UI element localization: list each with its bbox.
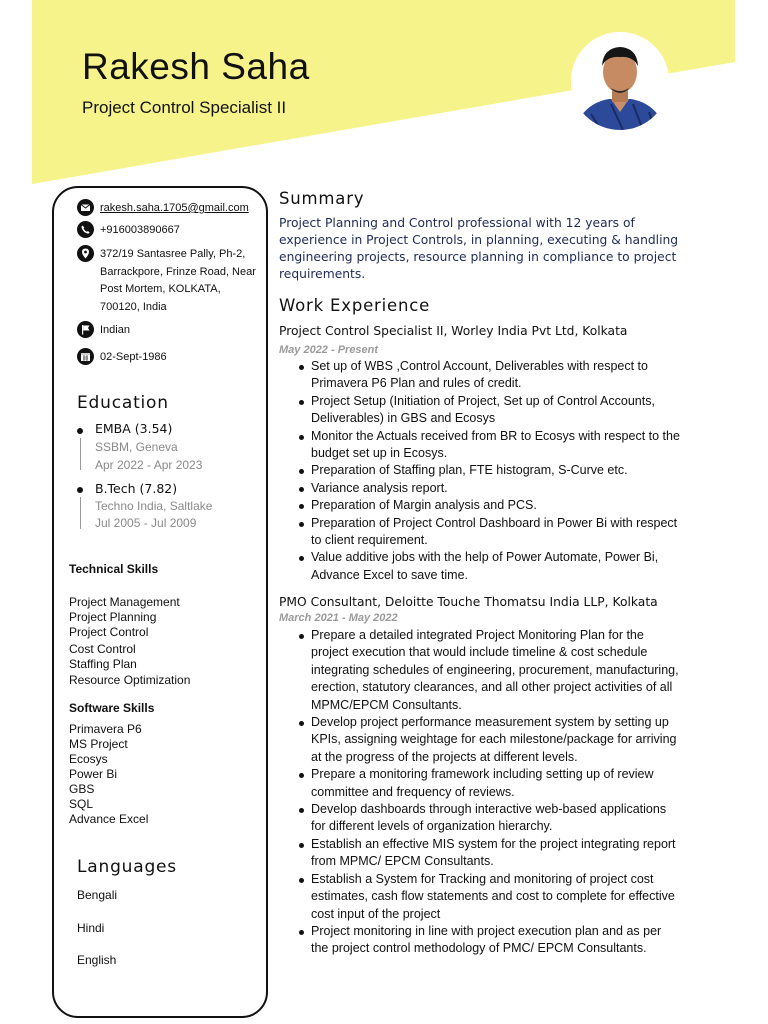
software-skills-list — [69, 722, 148, 827]
software-item: SQL — [69, 797, 94, 811]
profile-photo — [571, 32, 669, 130]
software-item: Primavera P6 — [69, 722, 142, 736]
profile-photo-image — [571, 32, 669, 130]
skill-item: Cost Control — [69, 642, 136, 656]
job-bullet-text: Preparation of Margin analysis and PCS. — [311, 498, 537, 513]
calendar-icon — [77, 348, 94, 365]
software-skills-heading: Software Skills — [69, 701, 155, 715]
software-item: MS Project — [69, 737, 128, 751]
phone-number: +916003890667 — [100, 224, 180, 236]
education-bullet — [77, 487, 83, 493]
skill-item: Resource Optimization — [69, 673, 191, 687]
nationality-text: Indian — [100, 324, 130, 336]
skill-item: Project Planning — [69, 610, 157, 624]
skill-item: Staffing Plan — [69, 657, 137, 671]
job-dates: May 2022 - Present — [279, 344, 379, 356]
education-school: Techno India, Saltlake — [95, 499, 213, 513]
work-experience-heading: Work Experience — [279, 296, 431, 315]
software-item: Ecosys — [69, 752, 108, 766]
job-bullet — [296, 549, 680, 584]
language-item: Bengali — [77, 888, 118, 902]
education-degree: EMBA (3.54) — [95, 421, 173, 436]
location-icon — [77, 245, 94, 262]
education-heading: Education — [77, 393, 169, 413]
language-item: Hindi — [77, 921, 105, 935]
education-dates: Apr 2022 - Apr 2023 — [95, 458, 203, 472]
summary-text: Project Planning and Control professional with 12 years of experience in Project Controls, in planning, executing & handling engineering projects, resource planning in compliance to project requirements. — [279, 216, 679, 281]
job-bullet-text: Prepare a detailed integrated Project Monitoring Plan for the project execution that would include timeline & cost schedule integrating schedules of engineering, procurement, manufacturing, erection, statutory clearances, and all other project activities of all MPMC/EPCM Consultants. — [311, 628, 679, 712]
job-bullet-text: Project Setup (Initiation of Project, Set up of Control Accounts, Deliverables) in GBS and Ecosys — [311, 393, 655, 426]
job-bullet — [296, 428, 680, 463]
job-bullet — [296, 714, 680, 766]
job-dates: March 2021 - May 2022 — [279, 612, 398, 624]
job-bullets — [296, 358, 680, 584]
job-bullet — [296, 515, 680, 550]
address-text: 372/19 Santasree Pally, Ph-2, Barrackpore, Frinze Road, Near Post Mortem, KOLKATA, 700120, India — [100, 248, 256, 313]
job-bullet-text: Set up of WBS ,Control Account, Deliverables with respect to Primavera P6 Plan and rules of credit. — [311, 359, 648, 391]
education-school: SSBM, Geneva — [95, 440, 178, 454]
job-bullet — [296, 871, 680, 923]
candidate-role: Project Control Specialist II — [82, 98, 287, 117]
job-bullet-text: Establish a System for Tracking and monitoring of project cost estimates, cash flow statements and cost to complete for effective cost input of the project — [311, 871, 675, 921]
education-degree: B.Tech (7.82) — [95, 481, 178, 496]
skill-item: Project Management — [69, 595, 180, 609]
software-item: Advance Excel — [69, 812, 149, 826]
job-bullet-text: Establish an effective MIS system for the project integrating report from MPMC/ EPCM Consultants. — [311, 836, 676, 869]
dob-text: 02-Sept-1986 — [100, 351, 167, 363]
language-item: English — [77, 953, 117, 967]
technical-skills-heading: Technical Skills — [69, 562, 159, 576]
email-icon — [77, 199, 94, 216]
job-bullet-text: Develop dashboards through interactive web-based applications for different levels of organization hierarchy. — [311, 802, 667, 834]
job-bullet-text: Develop project performance measurement system by setting up KPIs, assigning weightage for each milestone/package for arriving at the progress of the projects at different levels. — [311, 715, 677, 764]
summary-heading: Summary — [279, 189, 365, 208]
job-title: Project Control Specialist II, Worley India Pvt Ltd, Kolkata — [279, 324, 628, 338]
education-timeline — [80, 438, 81, 470]
phone-icon — [77, 221, 94, 238]
education-timeline — [80, 497, 81, 529]
job-bullet — [296, 766, 680, 801]
job-bullet — [296, 497, 680, 514]
software-item: GBS — [69, 782, 95, 796]
education-dates: Jul 2005 - Jul 2009 — [95, 516, 197, 530]
job-bullet-text: Project monitoring in line with project execution plan and as per the project control methodology of PMC/ EPCM Consultants. — [311, 923, 662, 956]
languages-heading: Languages — [77, 857, 177, 877]
job-bullet-text: Preparation of Project Control Dashboard in Power Bi with respect to client requirement. — [311, 515, 678, 548]
job-bullet — [296, 393, 680, 428]
job-bullet-text: Value additive jobs with the help of Power Automate, Power Bi, Advance Excel to save time. — [311, 550, 659, 582]
job-bullet — [296, 627, 680, 714]
job-bullet — [296, 801, 680, 836]
job-bullet-text: Preparation of Staffing plan, FTE histogram, S-Curve etc. — [311, 463, 628, 478]
job-bullet-text: Prepare a monitoring framework including setting up of review committee and frequency of reviews. — [311, 767, 654, 799]
candidate-name: Rakesh Saha — [82, 46, 310, 87]
job-bullet — [296, 358, 680, 393]
email-link[interactable]: rakesh.saha.1705@gmail.com — [100, 202, 249, 214]
job-bullet — [296, 462, 680, 479]
job-bullets — [296, 627, 680, 958]
job-bullet — [296, 480, 680, 497]
job-title: PMO Consultant, Deloitte Touche Thomatsu India LLP, Kolkata — [279, 595, 658, 609]
job-bullet — [296, 836, 680, 871]
job-bullet-text: Variance analysis report. — [311, 480, 448, 495]
job-bullet — [296, 923, 680, 958]
flag-icon — [77, 321, 94, 338]
job-bullet-text: Monitor the Actuals received from BR to Ecosys with respect to the budget set up in Ecosys. — [311, 428, 680, 461]
skill-item: Project Control — [69, 625, 149, 639]
technical-skills-list — [69, 595, 190, 688]
software-item: Power Bi — [69, 767, 118, 781]
education-bullet — [77, 428, 83, 434]
